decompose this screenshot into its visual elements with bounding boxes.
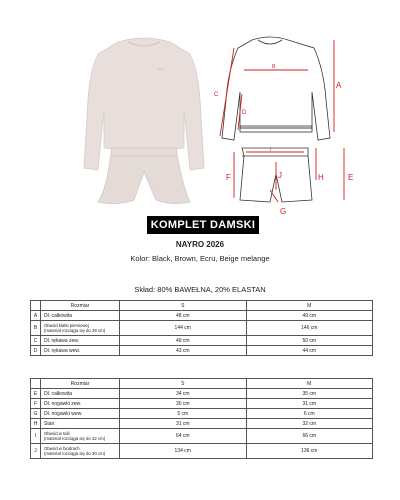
table-row: G Dł. nogawki wew. 5 cm 6 cm: [31, 409, 373, 419]
table-row: A Dł. całkowita 48 cm 49 cm: [31, 311, 373, 321]
table-row: E Dł. całkowita 34 cm 35 cm: [31, 389, 373, 399]
table-header-row: [31, 379, 373, 389]
material-composition: Skład: 80% BAWEŁNA, 20% ELASTAN: [134, 285, 266, 294]
label-j: J: [278, 171, 282, 180]
header-s: S: [120, 301, 247, 311]
table-row: J Obwód w biodrach (materiał rozciąga się do 30 cm) 134 cm 136 cm: [31, 444, 373, 459]
table-row: D Dł. rękawa wew. 43 cm 44 cm: [31, 346, 373, 356]
table-row: I Obwód w talii (materiał rozciąga się do 32 cm) 64 cm 66 cm: [31, 429, 373, 444]
model-name: NAYRO 2026: [175, 240, 225, 249]
table-row: F Dł. nogawki zew. 30 cm 31 cm: [31, 399, 373, 409]
header-m: M: [246, 379, 373, 389]
table-row: C Dł. rękawa zew. 49 cm 50 cm: [31, 336, 373, 346]
label-g: G: [280, 207, 287, 216]
table-row: B Obwód klatki piersiowej (materiał rozciąga się do 28 cm) 144 cm 146 cm: [31, 321, 373, 336]
label-e: E: [348, 173, 354, 182]
header-size: Rozmiar: [41, 379, 120, 389]
size-table-shorts: [30, 378, 373, 459]
label-d: D: [242, 110, 247, 116]
header-m: M: [246, 301, 373, 311]
label-a: A: [336, 81, 342, 90]
measurement-diagram: [212, 30, 362, 220]
label-f: F: [226, 173, 231, 182]
label-b: B: [272, 64, 276, 70]
label-c: C: [214, 92, 219, 98]
header-size: Rozmiar: [41, 301, 120, 311]
product-title: KOMPLET DAMSKI: [147, 216, 259, 234]
header-s: S: [120, 379, 247, 389]
size-table-sweatshirt: [30, 300, 373, 356]
product-photo: [78, 30, 210, 210]
color-list: Kolor: Black, Brown, Ecru, Beige melange: [130, 254, 270, 263]
svg-text:logo: logo: [158, 67, 164, 71]
table-header-row: [31, 301, 373, 311]
label-h: H: [318, 173, 324, 182]
label-i: I: [270, 147, 272, 153]
table-row: H Stan 31 cm 32 cm: [31, 419, 373, 429]
